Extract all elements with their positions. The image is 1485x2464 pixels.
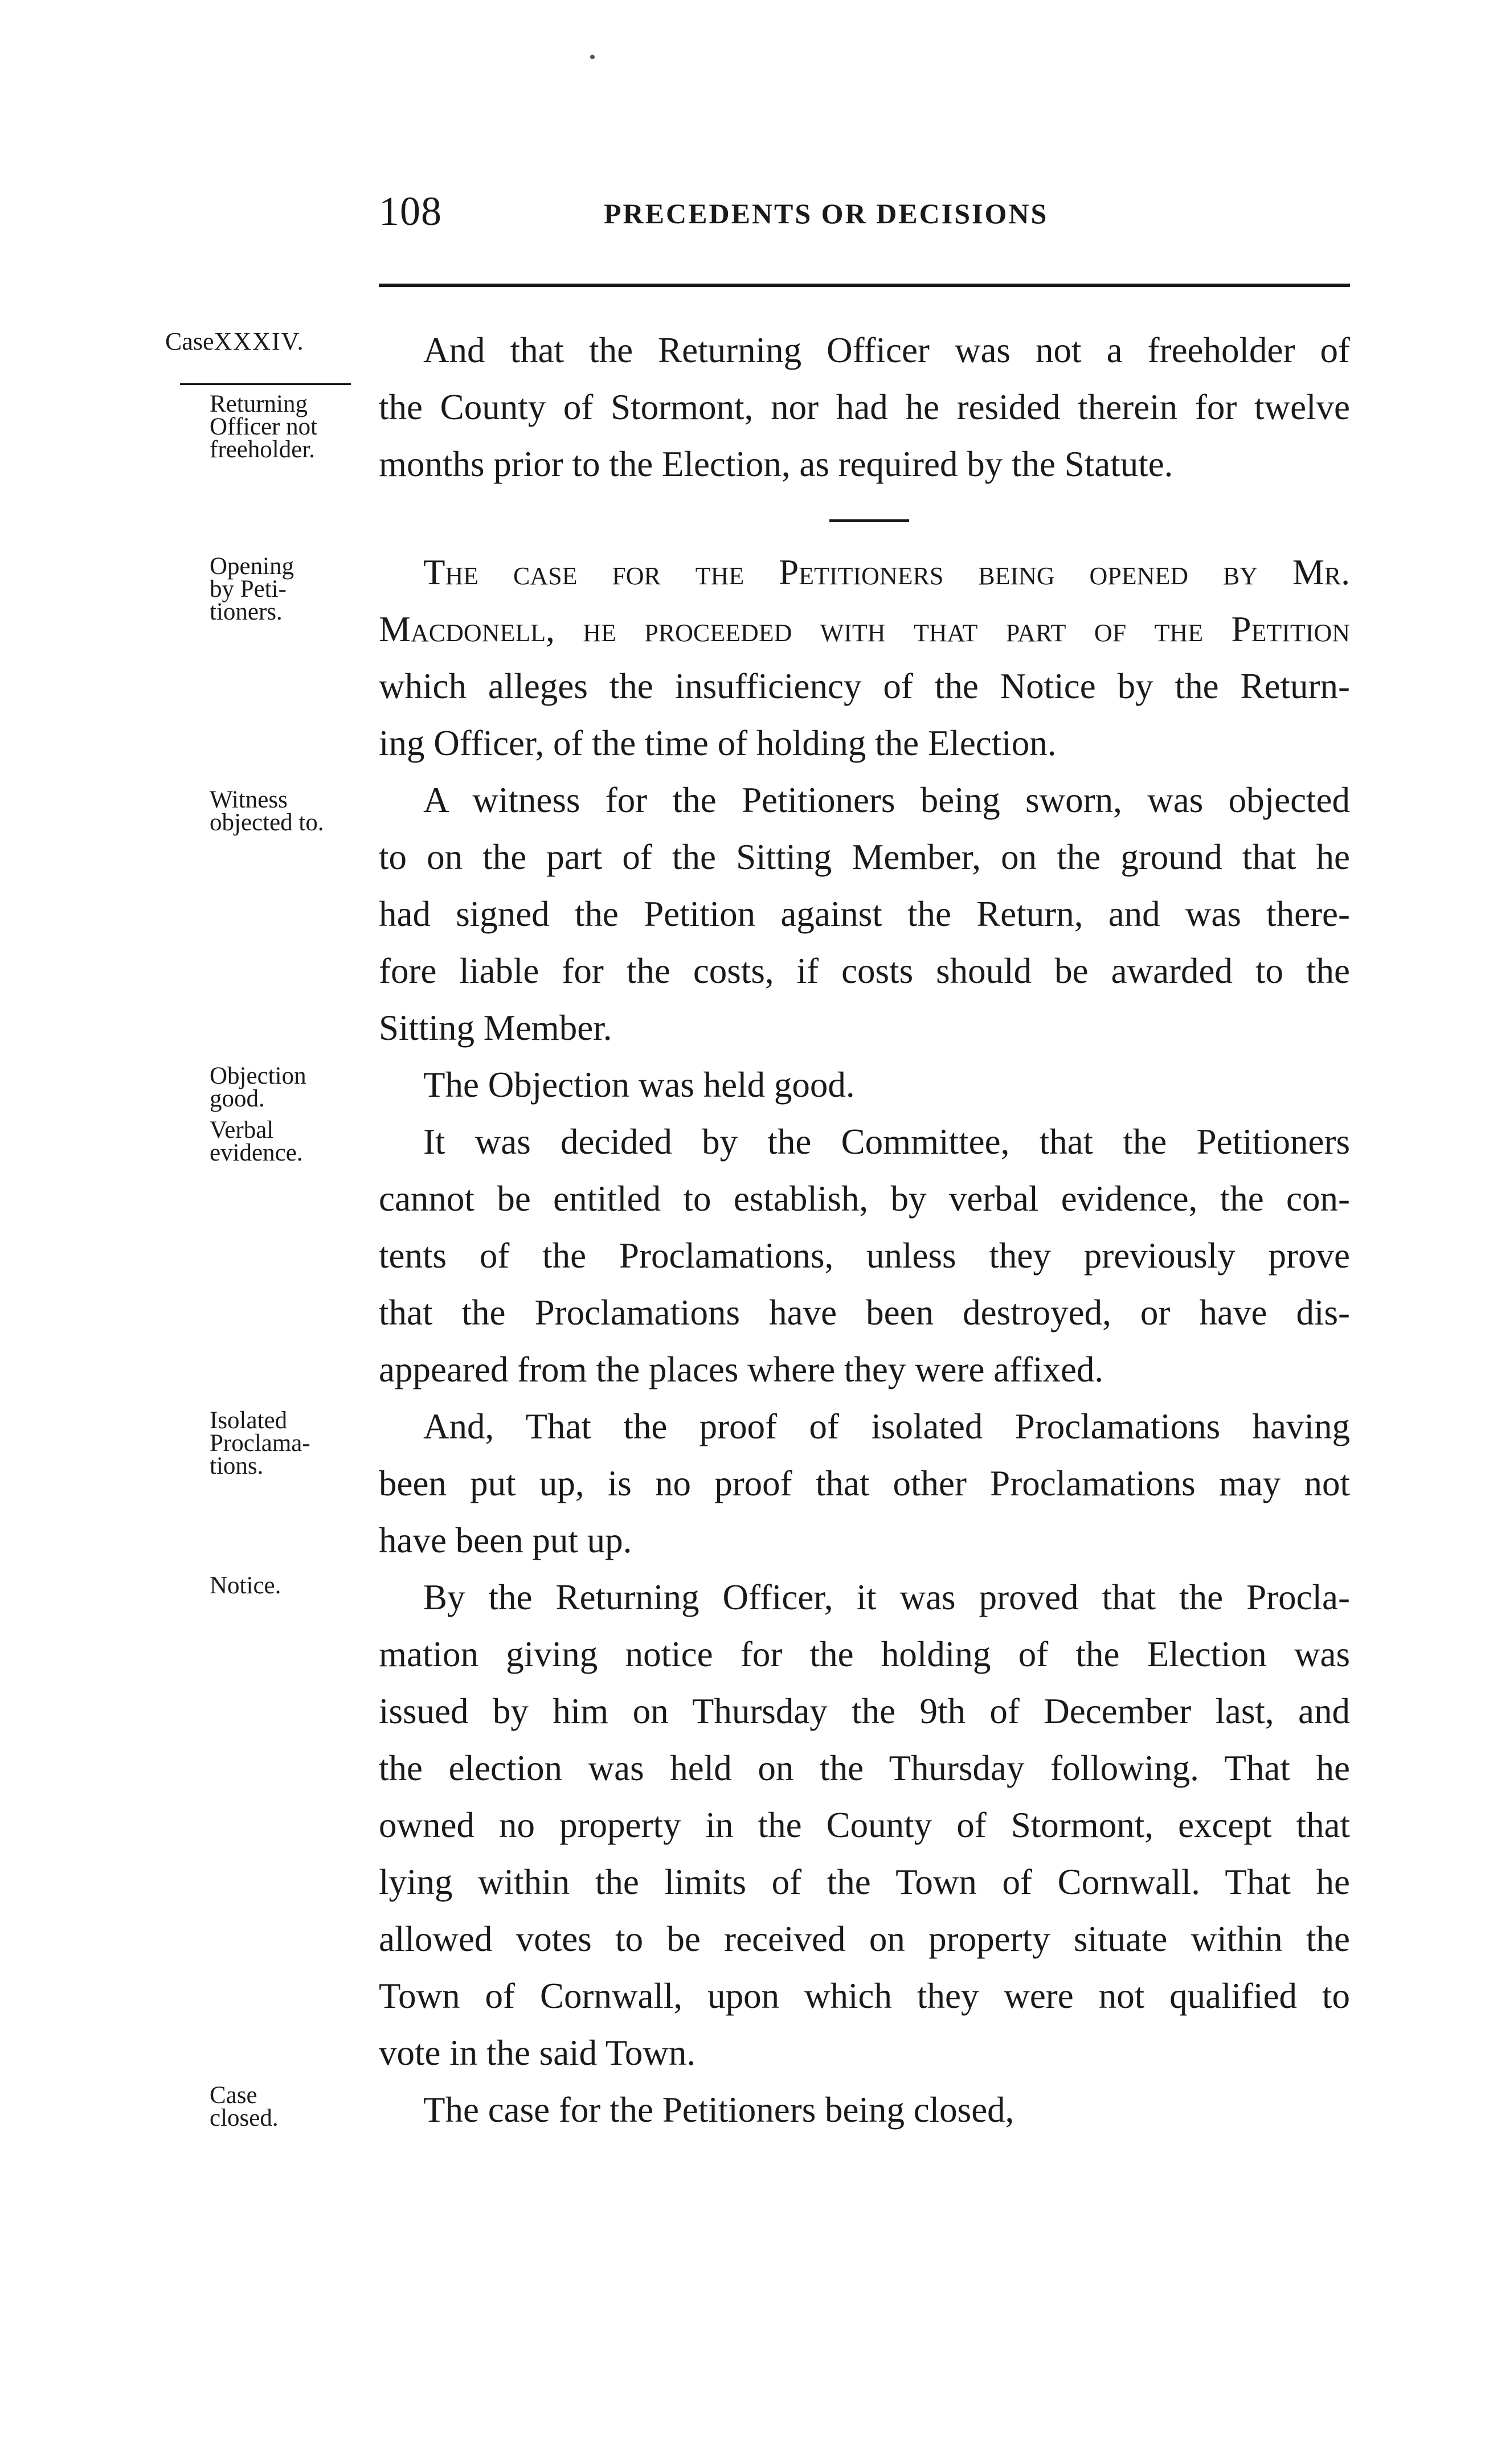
text-line: Macdonell, he proceeded with that part of the Petition	[379, 609, 1350, 649]
note-line: Isolated	[210, 1407, 288, 1434]
text-line: appeared from the places where they were affixed.	[379, 1350, 1104, 1389]
text-line: By the Returning Officer, it was proved that the Procla-	[423, 1577, 1350, 1617]
note-line: tions.	[210, 1453, 264, 1479]
note-line: evidence.	[210, 1139, 303, 1166]
text-line: that the Proclamations have been destroyed, or have dis-	[379, 1293, 1350, 1333]
text-line: Town of Cornwall, upon which they were not qualified to	[379, 1976, 1350, 2016]
note-line: Case	[210, 2082, 257, 2109]
margin-note-isolated	[210, 1409, 375, 1478]
text-line: cannot be entitled to establish, by verbal evidence, the con-	[379, 1179, 1350, 1219]
note-line: Returning	[210, 391, 308, 417]
margin-note-opening	[210, 555, 375, 624]
ink-speck	[590, 55, 595, 59]
note-line: tioners.	[210, 598, 283, 625]
note-line: good.	[210, 1085, 265, 1112]
paragraph-6	[379, 1398, 1350, 1569]
text-line: And that the Returning Officer was not a freeholder of	[423, 330, 1350, 370]
text-line: which alleges the insufficiency of the Notice by the Return-	[379, 666, 1350, 706]
text-line: Sitting Member.	[379, 1008, 612, 1048]
running-title: PRECEDENTS OR DECISIONS	[604, 198, 1049, 229]
header-rule	[379, 284, 1350, 287]
page-header	[379, 188, 1350, 233]
note-line: objected to.	[210, 809, 324, 836]
text-line: A witness for the Petitioners being sworn, was objected	[423, 780, 1350, 820]
paragraph-4	[379, 1056, 1350, 1113]
case-label: Case	[165, 327, 214, 355]
section-divider	[829, 519, 909, 522]
text-line: issued by him on Thursday the 9th of December last, and	[379, 1691, 1350, 1731]
text-line: months prior to the Election, as required by the Statute.	[379, 444, 1173, 484]
note-line: by Peti-	[210, 576, 287, 602]
text-line: The case for the Petitioners being closed,	[423, 2090, 1014, 2130]
note-line: closed.	[210, 2105, 279, 2131]
note-line: Notice.	[210, 1572, 281, 1599]
text-line: And, That the proof of isolated Proclamations having	[423, 1407, 1350, 1446]
text-line: had signed the Petition against the Return, and was there-	[379, 894, 1350, 934]
text-line: owned no property in the County of Stormont, except that	[379, 1805, 1350, 1845]
note-line: Objection	[210, 1063, 306, 1089]
paragraph-1	[379, 322, 1350, 493]
text-line: fore liable for the costs, if costs should be awarded to the	[379, 951, 1350, 991]
margin-note-witness	[210, 786, 375, 836]
margin-note-verbal	[210, 1119, 375, 1165]
text-line: It was decided by the Committee, that the Petitioners	[423, 1122, 1350, 1162]
case-heading	[165, 327, 305, 356]
note-line: Proclama-	[210, 1430, 310, 1457]
note-line: Witness	[210, 786, 288, 813]
paragraph-7	[379, 1569, 1350, 2081]
case-number: XXXIV.	[214, 327, 305, 355]
margin-note-objection	[210, 1065, 375, 1110]
case-rule	[180, 383, 351, 385]
margin-note-notice	[210, 1572, 375, 1599]
text-line: have been put up.	[379, 1520, 632, 1560]
page-number: 108	[379, 188, 442, 234]
text-line: vote in the said Town.	[379, 2033, 696, 2073]
text-line: The case for the Petitioners being opened by Mr.	[423, 552, 1350, 592]
note-line: Opening	[210, 553, 294, 580]
margin-note-returning-officer	[210, 393, 375, 461]
text-line: lying within the limits of the Town of Cornwall. That he	[379, 1862, 1350, 1902]
text-line: been put up, is no proof that other Proclamations may not	[379, 1463, 1350, 1503]
text-line: to on the part of the Sitting Member, on the ground that he	[379, 837, 1350, 877]
paragraph-8	[379, 2081, 1350, 2138]
note-line: freeholder.	[210, 436, 316, 463]
margin-note-case-closed	[210, 2084, 375, 2130]
text-line: the County of Stormont, nor had he resided therein for twelve	[379, 387, 1350, 427]
paragraph-2	[379, 544, 1350, 772]
text-line: tents of the Proclamations, unless they previously prove	[379, 1236, 1350, 1276]
text-line: the election was held on the Thursday following. That he	[379, 1748, 1350, 1788]
text-line: allowed votes to be received on property situate within the	[379, 1919, 1350, 1959]
text-line: mation giving notice for the holding of the Election was	[379, 1634, 1350, 1674]
paragraph-5	[379, 1113, 1350, 1398]
text-line: The Objection was held good.	[423, 1065, 855, 1105]
note-line: Officer not	[210, 413, 318, 440]
text-line: ing Officer, of the time of holding the Election.	[379, 723, 1057, 763]
paragraph-3	[379, 772, 1350, 1056]
note-line: Verbal	[210, 1117, 274, 1143]
